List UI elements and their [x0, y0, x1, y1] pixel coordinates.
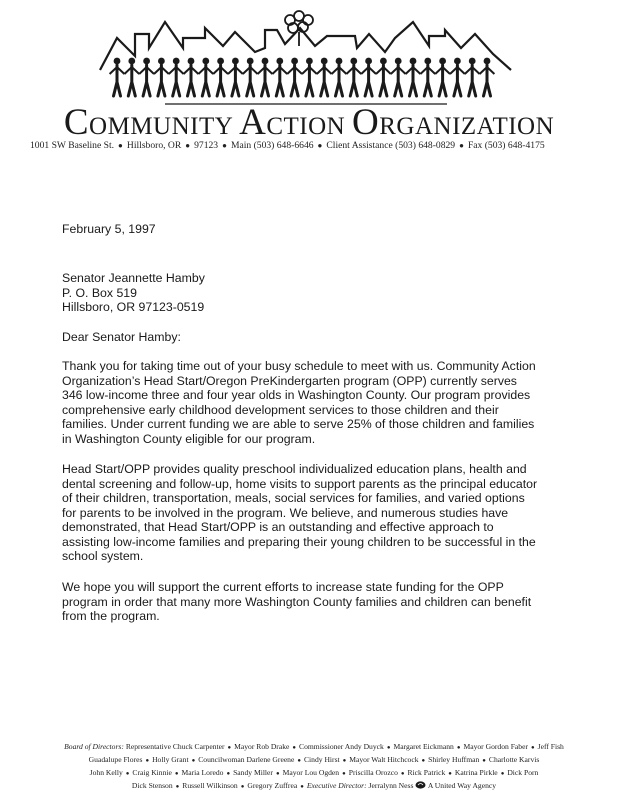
letter-date: February 5, 1997 [62, 222, 156, 236]
person-figure-icon [391, 58, 406, 96]
person-figure-icon [435, 58, 450, 96]
person-figure-icon [228, 58, 243, 96]
person-figure-icon [480, 58, 495, 96]
person-figure-icon [420, 58, 435, 96]
address-street: 1001 SW Baseline St. [30, 140, 115, 151]
body-paragraph-2: Head Start/OPP provides quality preschool individualized education plans, health and dental screening and follow-up, home visits to support parents as the principal educator of their children, transportation, meals, social services for families, and varied options for parents to be involved in the program. We believe, and numerous studies have demonstrated, that Head Start/OPP is an outstanding and effective approach to assisting low-income families and preparing their young children to be successful in the school system. [62, 462, 538, 563]
main-phone: Main (503) 648-6646 [230, 140, 314, 151]
recipient-po-box: P. O. Box 519 [62, 285, 137, 300]
person-figure-icon [332, 58, 347, 96]
person-figure-icon [243, 58, 258, 96]
community-logo [95, 8, 515, 110]
address-zip: 97123 [194, 140, 219, 151]
person-figure-icon [154, 58, 169, 96]
board-line: Board of Directors: Representative Chuck Carpenter ● Mayor Rob Drake ● Commissioner Andy Duyck ● Margaret Eickmann ● Mayor Gordon Faber ● Jeff Fish [64, 742, 564, 751]
person-figure-icon [346, 58, 361, 96]
organization-name: COMMUNITY ACTION ORGANIZATION [63, 102, 555, 143]
recipient-city: Hillsboro, OR 97123-0519 [62, 300, 205, 314]
person-figure-icon [376, 58, 391, 96]
person-figure-icon [258, 58, 273, 96]
person-figure-icon [302, 58, 317, 96]
recipient-address [62, 271, 562, 315]
bullet-icon: ● [459, 141, 464, 150]
bullet-icon: ● [185, 141, 191, 150]
salutation: Dear Senator Hamby: [62, 330, 181, 344]
person-figure-icon [406, 58, 421, 96]
person-figure-icon [139, 58, 154, 96]
contact-line [30, 140, 600, 151]
person-figure-icon [287, 58, 302, 96]
person-figure-icon [184, 58, 199, 96]
person-figure-icon [465, 58, 480, 96]
board-line: Dick Stenson ● Russell Wilkinson ● Gregory Zuffrea ● Executive Director: Jerralynn Ness A United Way Agency [131, 781, 497, 790]
person-figure-icon [110, 58, 125, 96]
board-line: John Kelly ● Craig Kinnie ● Maria Loredo ● Sandy Miller ● Mayor Lou Ogden ● Priscilla Orozco ● Rick Patrick ● Katrina Pirkle ● Dick Porn [89, 768, 539, 777]
bullet-icon: ● [222, 141, 227, 150]
board-of-directors-footer [44, 741, 584, 793]
bullet-icon: ● [118, 141, 123, 150]
person-figure-icon [198, 58, 213, 96]
person-figure-icon [124, 58, 139, 96]
united-way-icon [415, 781, 426, 789]
person-figure-icon [361, 58, 376, 96]
fax-number: Fax (503) 648-4175 [467, 140, 545, 151]
people-chain-icon [110, 58, 495, 96]
bullet-icon: ● [317, 141, 323, 150]
person-figure-icon [169, 58, 184, 96]
person-figure-icon [272, 58, 287, 96]
body-paragraph-3: We hope you will support the current efforts to increase state funding for the OPP program in order that many more Washington County families and children can benefit from the program. [62, 580, 532, 623]
person-figure-icon [213, 58, 228, 96]
person-figure-icon [317, 58, 332, 96]
board-line: Guadalupe Flores ● Holly Grant ● Councilwoman Darlene Greene ● Cindy Hirst ● Mayor Walt Hitchcock ● Shirley Huffman ● Charlotte Karvis [88, 755, 540, 764]
address-city: Hillsboro, OR [126, 140, 182, 151]
body-paragraph-1: Thank you for taking time out of your busy schedule to meet with us. Community Action Organization’s Head Start/Oregon PreKindergarten program (OPP) currently serves 346 low-income three and four year olds in Washington County. Our program provides comprehensive early childhood development services to those children and their families. Under current funding we are able to serve 25% of those children and families in Washington County eligible for our program. [62, 359, 536, 446]
recipient-name: Senator Jeannette Hamby [62, 271, 205, 285]
client-assistance-phone: Client Assistance (503) 648-0829 [326, 140, 456, 151]
person-figure-icon [450, 58, 465, 96]
